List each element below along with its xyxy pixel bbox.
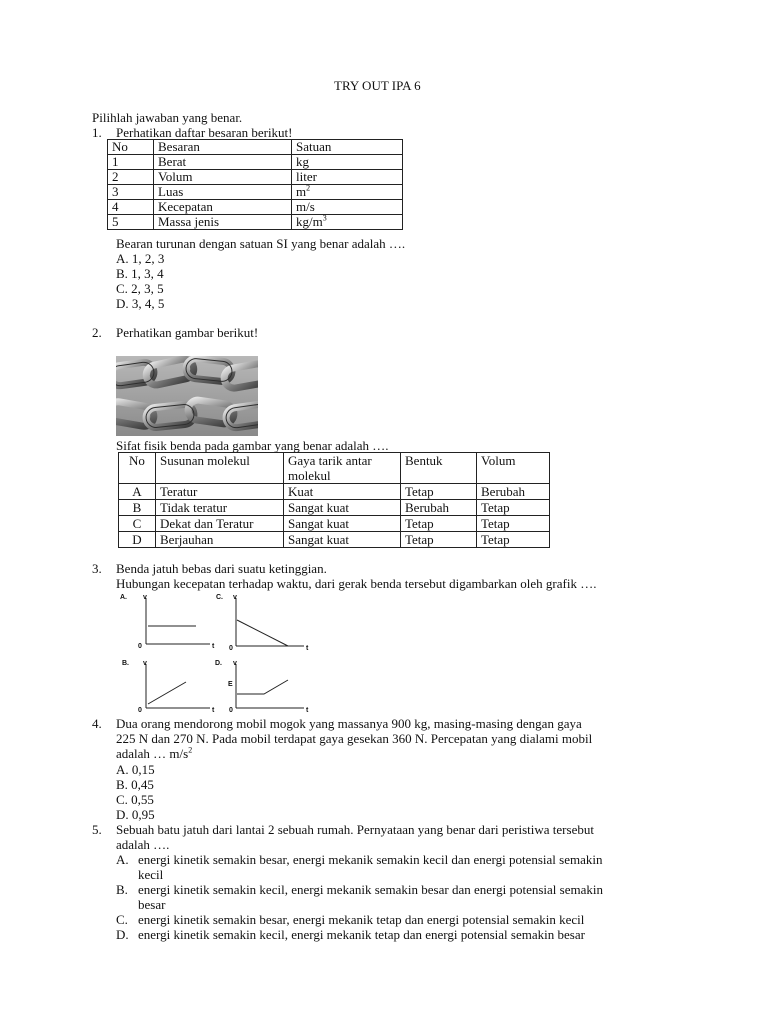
table-cell: Berjauhan [156,532,284,548]
graph-c-v: v [233,594,237,601]
q4-option-a: A. 0,15 [116,762,155,777]
instruction: Pilihlah jawaban yang benar. [92,110,243,125]
table-row [108,185,403,200]
table-cell: Tetap [477,500,550,516]
table-cell: m/s [292,200,403,215]
table-cell: Kuat [284,484,401,500]
unit: kg/m [296,214,323,229]
table-header: No [119,453,156,484]
q4-number: 4. [92,716,102,731]
chain-photo-icon [116,356,258,436]
graph-b-origin: 0 [138,707,142,714]
q3-line2: Hubungan kecepatan terhadap waktu, dari gerak benda tersebut digambarkan oleh grafik …. [116,576,597,591]
q5-option-b-line2: besar [138,897,166,912]
table-header-row [108,140,403,155]
table-cell: D [119,532,156,548]
graph-c-line [237,620,288,646]
table-cell: Tetap [401,532,477,548]
graph-a [146,598,210,644]
q5-option-a-line1: energi kinetik semakin besar, energi mekanik semakin kecil dan energi potensial semakin [138,852,603,867]
q1-option-a: A. 1, 2, 3 [116,251,165,266]
table-cell: 5 [108,215,154,230]
q3-line1: Benda jatuh bebas dari suatu ketinggian. [116,561,327,576]
graph-d-line [237,680,288,694]
table-header: Susunan molekul [156,453,284,484]
q4-option-c: C. 0,55 [116,792,154,807]
q5-option-b-line1: energi kinetik semakin kecil, energi mekanik semakin besar dan energi potensial semakin [138,882,603,897]
graph-b-label: B. [122,660,129,667]
graph-c-origin: 0 [229,645,233,652]
unit-exponent: 3 [322,213,327,223]
table-row [108,155,403,170]
table-header-row [119,453,550,484]
table-cell: Kecepatan [154,200,292,215]
table-cell: Dekat dan Teratur [156,516,284,532]
table-row [108,200,403,215]
table-cell: Berubah [401,500,477,516]
q1-question: Bearan turunan dengan satuan SI yang benar adalah …. [116,236,406,251]
table-cell [292,185,403,200]
q1-table [107,139,403,230]
unit-exponent: 2 [306,183,311,193]
graph-d-origin: 0 [229,707,233,714]
table-row [108,170,403,185]
table-cell: Tetap [477,532,550,548]
table-cell: Tidak teratur [156,500,284,516]
table-header: Besaran [154,140,292,155]
table-cell: kg [292,155,403,170]
table-cell: Massa jenis [154,215,292,230]
table-cell: Berat [154,155,292,170]
graph-b-line [148,682,186,704]
table-cell: Berubah [477,484,550,500]
graph-c [236,598,304,646]
table-cell: B [119,500,156,516]
q1-option-b: B. 1, 3, 4 [116,266,164,281]
q4-option-b: B. 0,45 [116,777,154,792]
table-cell: Sangat kuat [284,532,401,548]
table-cell: 2 [108,170,154,185]
table-cell [292,215,403,230]
table-cell: Tetap [401,484,477,500]
table-cell: Luas [154,185,292,200]
table-row [119,516,550,532]
table-row [119,484,550,500]
q2-number: 2. [92,325,102,340]
graph-d-e: E [228,681,233,688]
q5-number: 5. [92,822,102,837]
q4-unit: adalah … m/s [116,746,189,761]
table-cell: liter [292,170,403,185]
page-title: TRY OUT IPA 6 [334,78,421,93]
table-cell: 3 [108,185,154,200]
q5-option-a-letter: A. [116,852,129,867]
q5-line1: Sebuah batu jatuh dari lantai 2 sebuah rumah. Pernyataan yang benar dari peristiwa tersebut [116,822,594,837]
q2-question: Sifat fisik benda pada gambar yang benar adalah …. [116,438,389,453]
graph-d-t: t [306,707,309,714]
table-cell: 4 [108,200,154,215]
table-cell: Teratur [156,484,284,500]
graph-d-label: D. [215,660,222,667]
table-cell: Tetap [477,516,550,532]
graph-a-t: t [212,643,215,650]
graph-c-label: C. [216,594,223,601]
q5-option-d-letter: D. [116,927,129,942]
q5-line2: adalah …. [116,837,170,852]
table-header: Bentuk [401,453,477,484]
q1-number: 1. [92,125,102,140]
q4-line3 [116,746,192,761]
table-cell: A [119,484,156,500]
q2-text: Perhatikan gambar berikut! [116,325,259,340]
table-header: Satuan [292,140,403,155]
q5-option-b-letter: B. [116,882,128,897]
q4-line1: Dua orang mendorong mobil mogok yang massanya 900 kg, masing-masing dengan gaya [116,716,582,731]
table-header: Volum [477,453,550,484]
header-line: molekul [288,468,331,483]
graph-d-v: v [233,660,237,667]
q3-graph-options [118,590,328,716]
q4-unit-exponent: 2 [188,745,193,755]
graph-d [236,664,304,708]
table-cell: Sangat kuat [284,500,401,516]
graph-b [146,664,210,708]
table-cell: C [119,516,156,532]
graph-a-v: v [143,594,147,601]
graph-a-origin: 0 [138,643,142,650]
q4-option-d: D. 0,95 [116,807,155,822]
table-cell: Tetap [401,516,477,532]
q3-number: 3. [92,561,102,576]
q5-option-a-line2: kecil [138,867,164,882]
q1-option-d: D. 3, 4, 5 [116,296,165,311]
table-row [119,532,550,548]
graph-c-t: t [306,645,309,652]
table-cell: Volum [154,170,292,185]
q4-line2: 225 N dan 270 N. Pada mobil terdapat gaya gesekan 360 N. Percepatan yang dialami mobil [116,731,593,746]
table-cell: 1 [108,155,154,170]
q5-option-d-line1: energi kinetik semakin kecil, energi mekanik tetap dan energi potensial semakin besar [138,927,585,942]
q1-text: Perhatikan daftar besaran berikut! [116,125,293,140]
table-header [284,453,401,484]
unit: m [296,184,307,199]
q1-option-c: C. 2, 3, 5 [116,281,164,296]
table-cell: Sangat kuat [284,516,401,532]
q2-table [118,452,550,548]
graph-b-v: v [143,660,147,667]
graph-b-t: t [212,707,215,714]
graph-a-label: A. [120,594,127,601]
q5-option-c-line1: energi kinetik semakin besar, energi mekanik tetap dan energi potensial semakin kecil [138,912,585,927]
table-row [108,215,403,230]
header-line: Gaya tarik antar [288,453,372,468]
table-header: No [108,140,154,155]
table-row [119,500,550,516]
q5-option-c-letter: C. [116,912,128,927]
